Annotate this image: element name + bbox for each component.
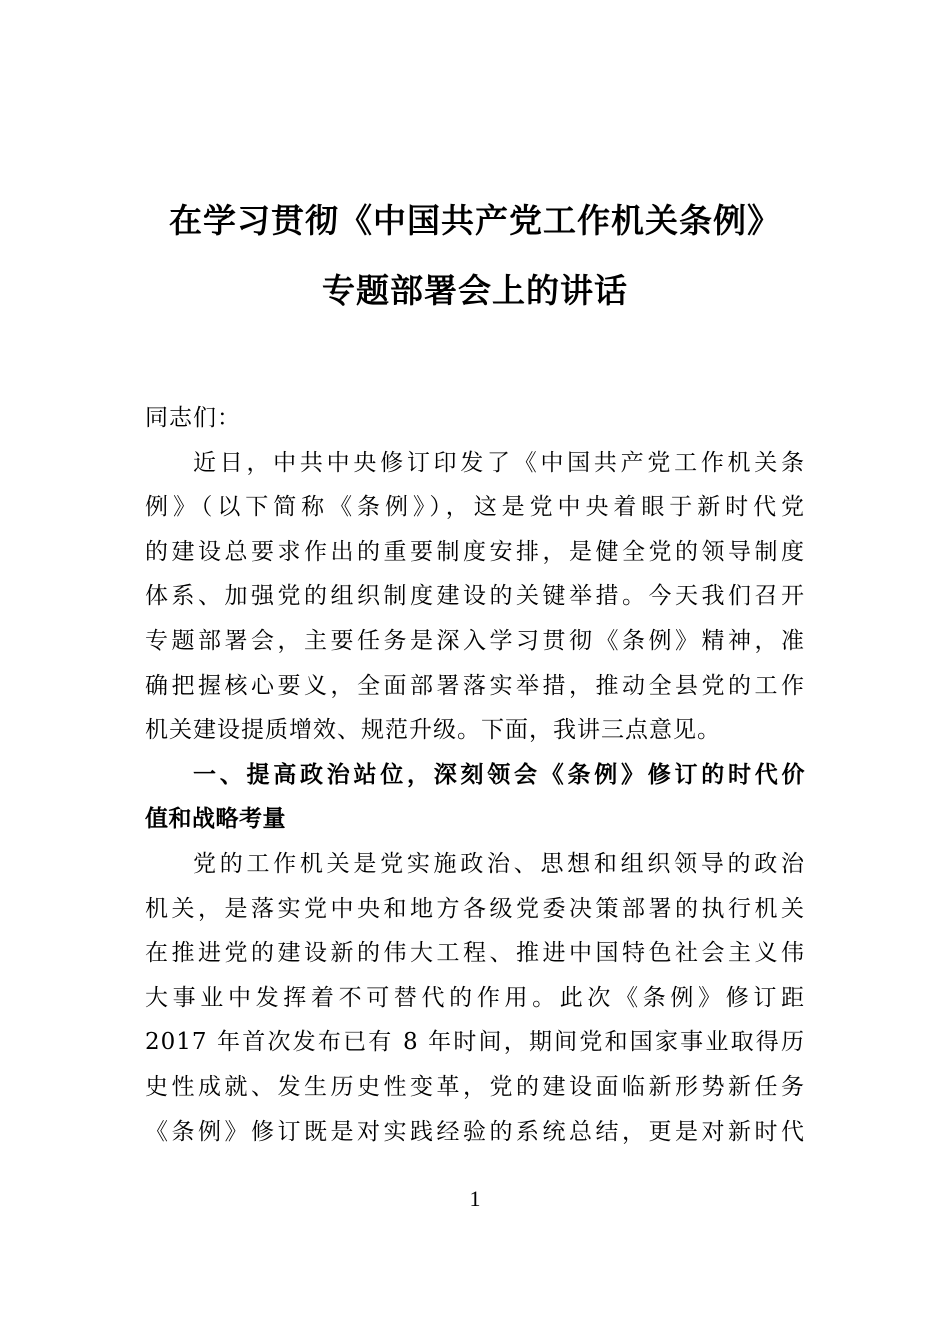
salutation: 同志们：	[145, 405, 241, 431]
title-line-1: 在学习贯彻《中国共产党工作机关条例》	[169, 201, 781, 240]
paragraph-line: 机关，是落实党中央和地方各级党委决策部署的执行机关	[145, 895, 805, 922]
paragraph-line: 例》（以下简称《条例》），这是党中央着眼于新时代党	[145, 494, 805, 521]
paragraph-line: 史性成就、发生历史性变革，党的建设面临新形势新任务	[145, 1073, 805, 1100]
paragraph-line: 专题部署会，主要任务是深入学习贯彻《条例》精神，准	[145, 627, 805, 654]
title-line-2: 专题部署会上的讲话	[322, 271, 628, 310]
document-title	[0, 186, 950, 326]
paragraph-line: 在推进党的建设新的伟大工程、推进中国特色社会主义伟	[145, 940, 805, 967]
page-number: 1	[469, 1186, 481, 1211]
paragraph-line: 党的工作机关是党实施政治、思想和组织领导的政治	[193, 850, 805, 877]
paragraph-line: 的建设总要求作出的重要制度安排，是健全党的领导制度	[145, 538, 805, 565]
paragraph-line: 2017 年首次发布已有 8 年时间，期间党和国家事业取得历	[145, 1029, 805, 1056]
heading-line: 值和战略考量	[145, 806, 286, 833]
paragraph-line: 大事业中发挥着不可替代的作用。此次《条例》修订距	[145, 984, 805, 1011]
document-body	[145, 396, 805, 1154]
section-heading-1	[145, 753, 805, 842]
paragraph-line: 确把握核心要义，全面部署落实举措，推动全县党的工作	[145, 672, 805, 699]
paragraph-line: 机关建设提质增效、规范升级。下面，我讲三点意见。	[145, 717, 721, 744]
paragraph-intro	[145, 441, 805, 753]
paragraph-line: 体系、加强党的组织制度建设的关键举措。今天我们召开	[145, 583, 805, 610]
heading-line: 一、提高政治站位，深刻领会《条例》修订的时代价	[193, 761, 805, 788]
paragraph-line: 《条例》修订既是对实践经验的系统总结，更是对新时代	[145, 1118, 805, 1145]
paragraph-section-1	[145, 842, 805, 1154]
paragraph-line: 近日，中共中央修订印发了《中国共产党工作机关条	[193, 449, 805, 476]
